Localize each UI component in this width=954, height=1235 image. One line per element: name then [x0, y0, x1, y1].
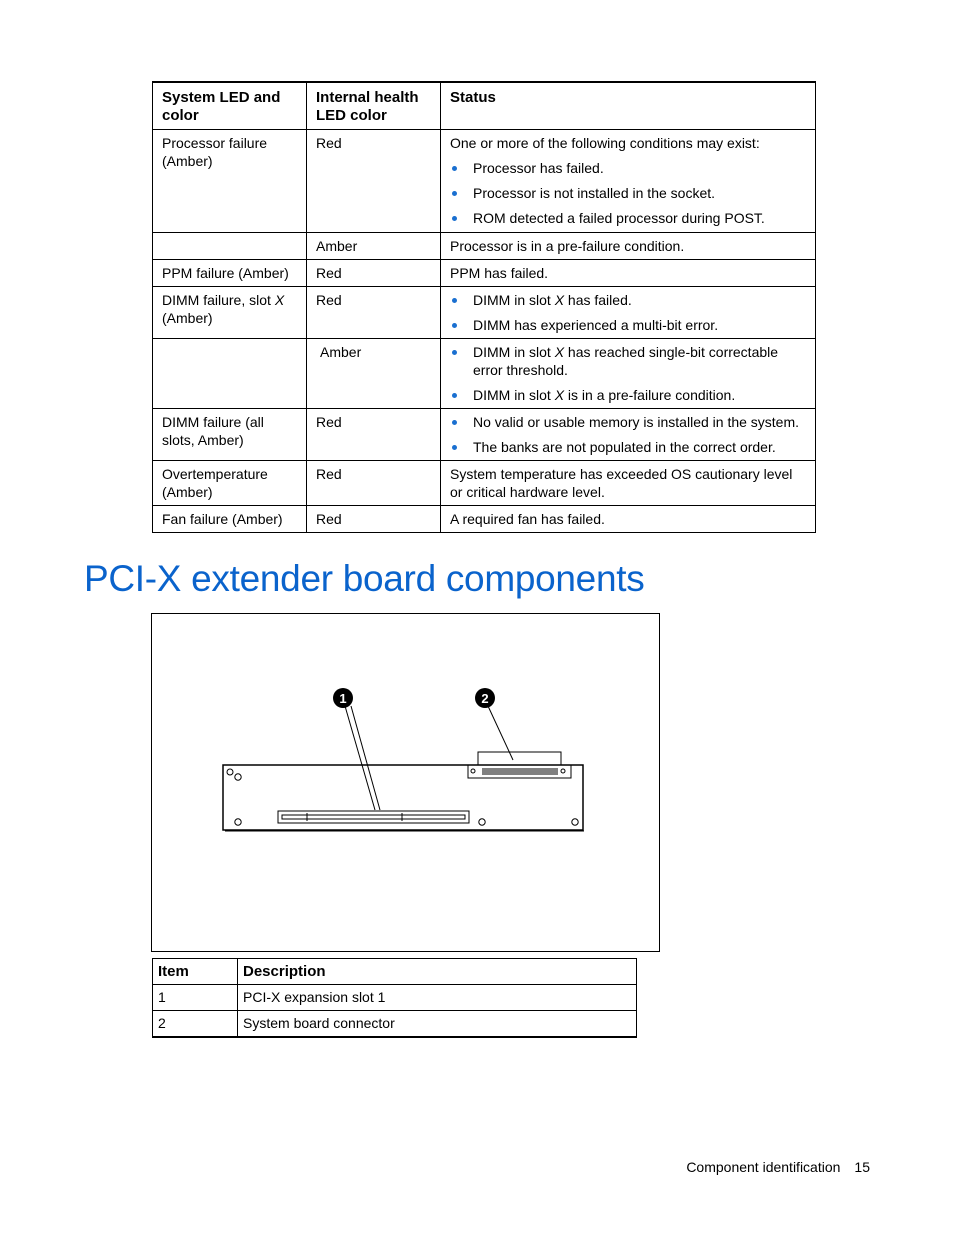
list-item [450, 291, 807, 309]
list-item: Processor is not installed in the socket. [450, 184, 807, 202]
status-cell [441, 287, 816, 339]
status-cell: System temperature has exceeded OS cautionary level or critical hardware level. [441, 461, 816, 506]
internal-led-cell: Amber [307, 339, 441, 409]
table-row [153, 260, 816, 287]
table-row [153, 233, 816, 260]
internal-led-cell: Red [307, 409, 441, 461]
page-number: 15 [854, 1159, 870, 1175]
mounting-hole [471, 769, 475, 773]
status-bullet-list [450, 413, 807, 456]
internal-led-cell: Red [307, 461, 441, 506]
system-led-cell: Overtemperature (Amber) [153, 461, 307, 506]
extender-board-figure [151, 613, 660, 952]
footer-section-name: Component identification [686, 1159, 841, 1175]
list-item: DIMM has experienced a multi-bit error. [450, 316, 807, 334]
table-row [153, 130, 816, 233]
status-intro: One or more of the following conditions may exist: [450, 135, 760, 151]
mounting-hole [227, 769, 233, 775]
callout-leader-1 [351, 706, 380, 810]
status-bullet-list [450, 291, 807, 334]
extender-board-diagram [152, 614, 659, 951]
mounting-hole [479, 819, 485, 825]
cell-text: DIMM failure, slot [162, 292, 275, 308]
table-row [153, 409, 816, 461]
status-cell: Processor is in a pre-failure condition. [441, 233, 816, 260]
system-led-cell [153, 287, 307, 339]
table-row [153, 985, 637, 1011]
cell-text: has failed. [564, 292, 632, 308]
system-led-cell [153, 339, 307, 409]
list-item: ROM detected a failed processor during POST. [450, 209, 807, 227]
column-header: Status [441, 82, 816, 130]
internal-led-cell: Red [307, 287, 441, 339]
cell-text: (Amber) [162, 310, 213, 326]
system-led-cell [153, 233, 307, 260]
callout-2 [475, 688, 495, 708]
system-led-cell: DIMM failure (all slots, Amber) [153, 409, 307, 461]
list-item [450, 386, 807, 404]
board-connector-housing [478, 752, 561, 765]
callout-1 [333, 688, 353, 708]
column-header: Internal health LED color [307, 82, 441, 130]
cell-text: DIMM in slot [473, 344, 555, 360]
table-row [153, 506, 816, 533]
column-header: System LED and color [153, 82, 307, 130]
mounting-hole [561, 769, 565, 773]
callout-2-label: 2 [481, 691, 489, 706]
item-description-table [152, 958, 637, 1038]
list-item: Processor has failed. [450, 159, 807, 177]
table-header-row [153, 82, 816, 130]
table-header-row [153, 959, 637, 985]
cell-text: is in a pre-failure condition. [564, 387, 736, 403]
slot-variable: X [554, 344, 565, 360]
cell-text: has reached single-bit correctable error threshold. [473, 344, 779, 378]
pcix-slot-inner [282, 815, 465, 819]
table-row [153, 461, 816, 506]
system-led-cell: Fan failure (Amber) [153, 506, 307, 533]
mounting-hole [235, 819, 241, 825]
status-cell [441, 339, 816, 409]
section-heading: PCI-X extender board components [84, 558, 645, 599]
cell-text: DIMM in slot [473, 292, 555, 308]
status-cell [441, 409, 816, 461]
mounting-hole [572, 819, 578, 825]
status-bullet-list [450, 159, 807, 227]
system-led-cell: PPM failure (Amber) [153, 260, 307, 287]
callout-leader-1 [345, 706, 375, 810]
system-led-cell: Processor failure (Amber) [153, 130, 307, 233]
status-cell: PPM has failed. [441, 260, 816, 287]
list-item [450, 343, 807, 379]
led-status-table [152, 81, 816, 533]
table-row [153, 1011, 637, 1038]
mounting-hole [235, 774, 241, 780]
column-header: Description [238, 959, 637, 985]
item-cell: 2 [153, 1011, 238, 1038]
list-item: No valid or usable memory is installed in the system. [450, 413, 807, 431]
slot-variable: X [554, 292, 565, 308]
connector-pins [483, 768, 557, 775]
slot-variable: X [554, 387, 565, 403]
page-footer [686, 1159, 870, 1175]
callout-1-label: 1 [339, 691, 347, 706]
item-cell: 1 [153, 985, 238, 1011]
internal-led-cell: Red [307, 260, 441, 287]
slot-variable: X [274, 292, 285, 308]
description-cell: PCI-X expansion slot 1 [238, 985, 637, 1011]
table-row [153, 339, 816, 409]
column-header: Item [153, 959, 238, 985]
internal-led-cell: Red [307, 130, 441, 233]
list-item: The banks are not populated in the correct order. [450, 438, 807, 456]
internal-led-cell: Amber [307, 233, 441, 260]
status-bullet-list [450, 343, 807, 404]
description-cell: System board connector [238, 1011, 637, 1038]
status-cell [441, 130, 816, 233]
internal-led-cell: Red [307, 506, 441, 533]
status-cell: A required fan has failed. [441, 506, 816, 533]
table-row [153, 287, 816, 339]
cell-text: DIMM in slot [473, 387, 555, 403]
